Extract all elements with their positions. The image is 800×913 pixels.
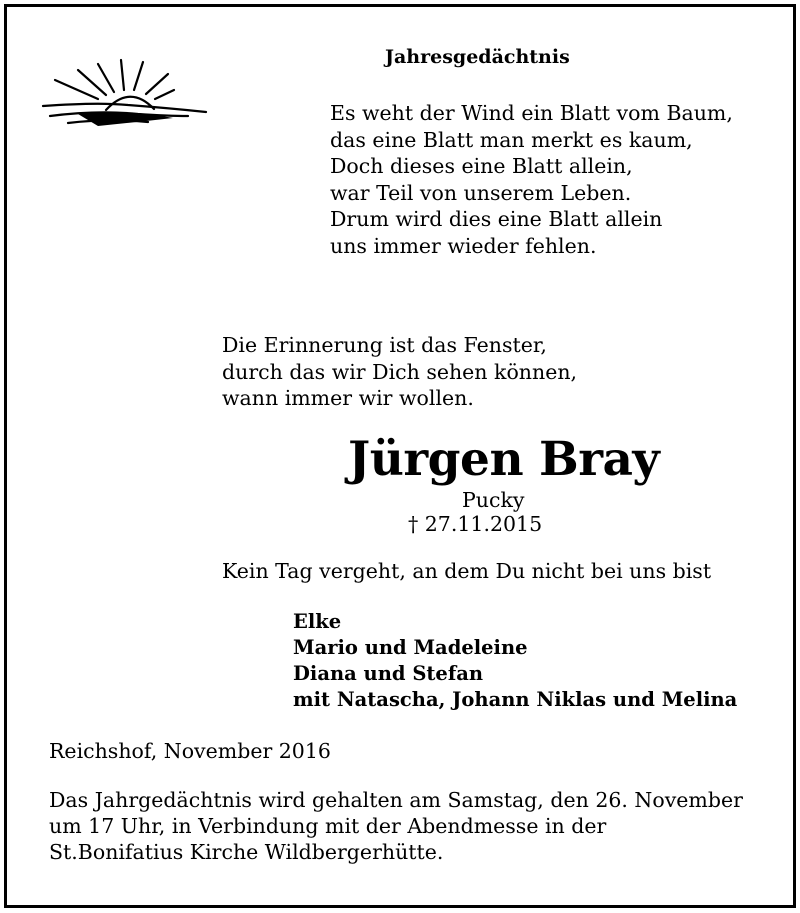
family-member: Elke — [293, 610, 342, 633]
sunset-icon — [38, 52, 210, 134]
quote — [222, 332, 577, 412]
deceased-nickname: Pucky — [462, 488, 525, 512]
deceased-name: Jürgen Bray — [348, 432, 660, 487]
place-date: Reichshof, November 2016 — [49, 739, 331, 763]
poem-line: war Teil von unserem Leben. — [330, 180, 632, 205]
family-member: Mario und Madeleine — [293, 636, 528, 659]
service-notice — [49, 787, 743, 865]
poem-line: Doch dieses eine Blatt allein, — [330, 154, 633, 178]
quote-line: wann immer wir wollen. — [222, 386, 474, 410]
poem-line: Es weht der Wind ein Blatt vom Baum, — [330, 101, 733, 125]
tagline: Kein Tag vergeht, an dem Du nicht bei uns bist — [222, 559, 712, 583]
poem-line: Drum wird dies eine Blatt allein — [330, 207, 663, 231]
poem-line: das eine Blatt man merkt es kaum, — [330, 127, 693, 152]
notice-line: um 17 Uhr, in Verbindung mit der Abendmesse in der — [49, 814, 607, 838]
quote-line: durch das wir Dich sehen können, — [222, 359, 578, 384]
notice-line: St.Bonifatius Kirche Wildbergerhütte. — [49, 840, 444, 864]
poem — [330, 100, 733, 259]
death-date: † 27.11.2015 — [408, 512, 543, 536]
notice-line: Das Jahrgedächtnis wird gehalten am Samstag, den 26. November — [49, 788, 743, 812]
poem-line: uns immer wieder fehlen. — [330, 233, 597, 258]
family-member: mit Natascha, Johann Niklas und Melina — [293, 688, 738, 711]
quote-line: Die Erinnerung ist das Fenster, — [222, 333, 547, 357]
heading-title: Jahresgedächtnis — [385, 46, 570, 68]
family-list — [293, 609, 737, 713]
family-member: Diana und Stefan — [293, 662, 484, 685]
